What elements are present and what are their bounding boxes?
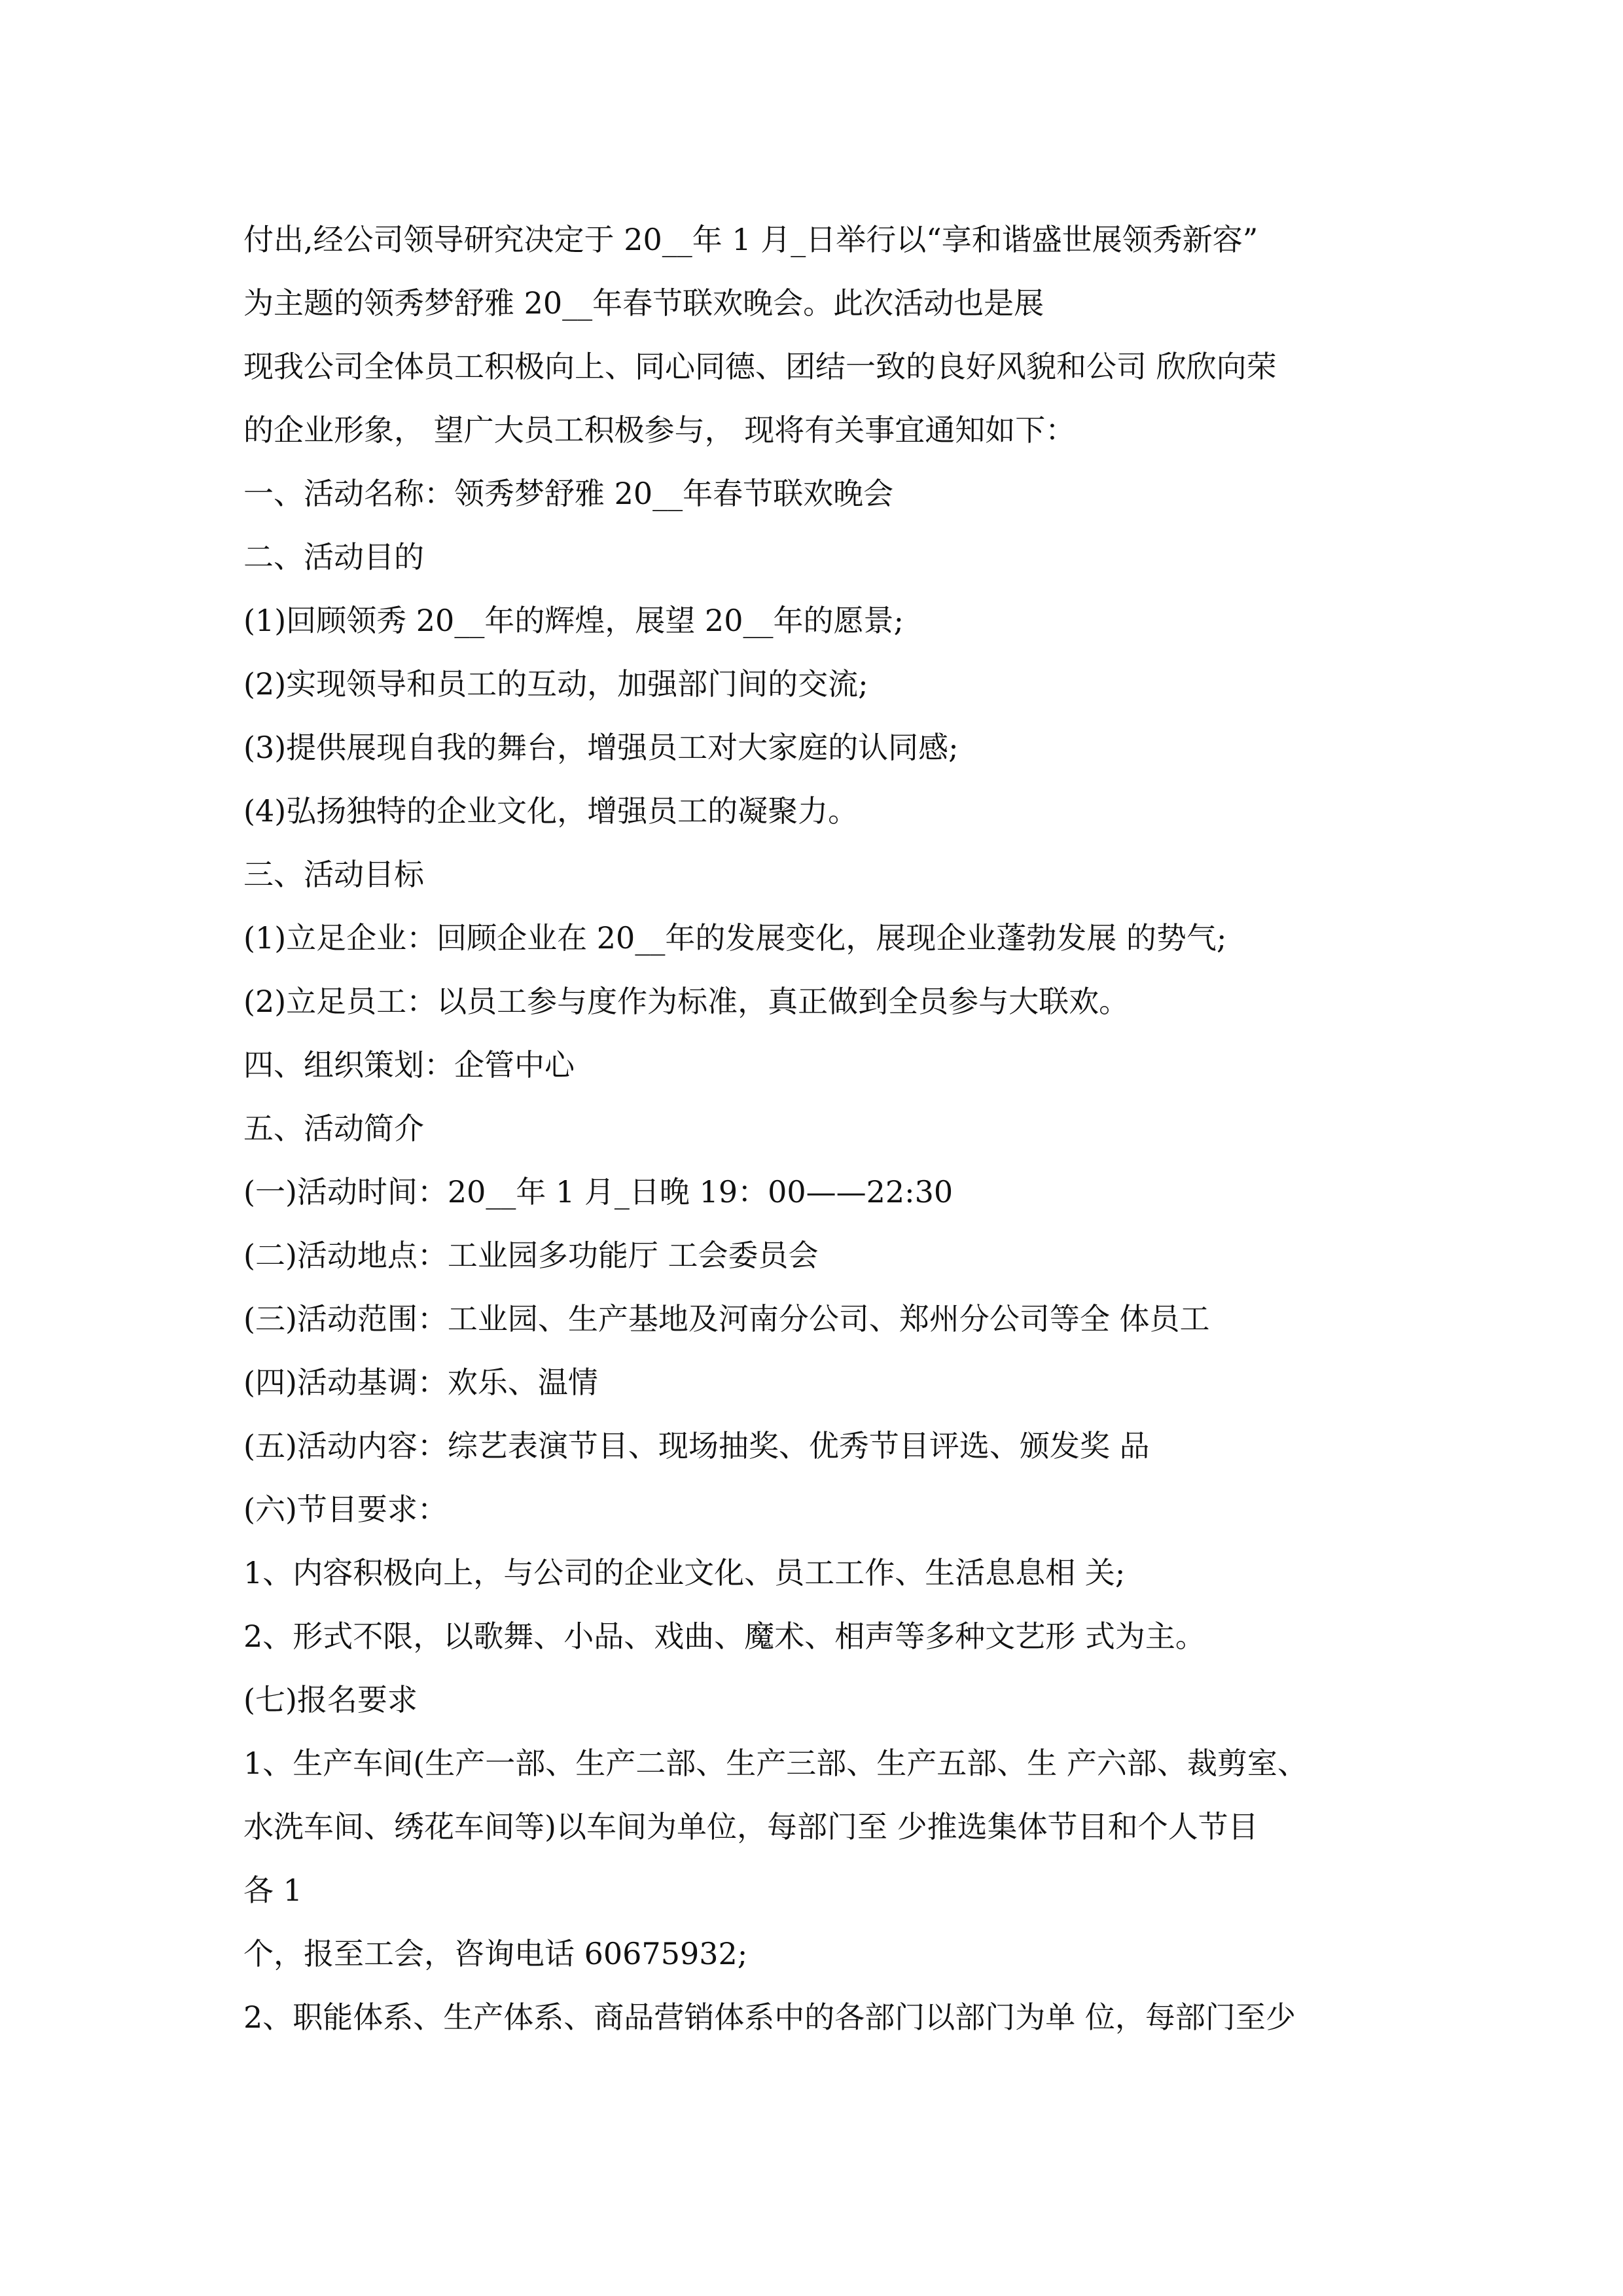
overview-item-scope: (三)活动范围：工业园、生产基地及河南分公司、郑州分公司等全 体员工 bbox=[243, 1301, 1210, 1336]
purpose-item-2: (2)实现领导和员工的互动，加强部门间的交流; bbox=[243, 666, 868, 702]
document-body bbox=[243, 208, 1421, 2049]
registration-item-2: 2、职能体系、生产体系、商品营销体系中的各部门以部门为单 位，每部门至少 bbox=[243, 2000, 1296, 2035]
purpose-item-3: (3)提供展现自我的舞台，增强员工对大家庭的认同感; bbox=[243, 730, 959, 765]
overview-item-location: (二)活动地点：工业园多功能厅 工会委员会 bbox=[243, 1238, 819, 1273]
goal-item-1: (1)立足企业：回顾企业在 20__年的发展变化，展现企业蓬勃发展 的势气; bbox=[243, 920, 1227, 956]
section-heading-activity-goals: 三、活动目标 bbox=[243, 857, 424, 892]
overview-item-content: (五)活动内容：综艺表演节目、现场抽奖、优秀节目评选、颁发奖 品 bbox=[243, 1428, 1150, 1463]
program-requirement-2: 2、形式不限，以歌舞、小品、戏曲、魔术、相声等多种文艺形 式为主。 bbox=[243, 1619, 1205, 1654]
overview-item-program-requirements: (六)节目要求： bbox=[243, 1492, 448, 1527]
section-heading-activity-purpose: 二、活动目的 bbox=[243, 539, 424, 575]
section-heading-activity-overview: 五、活动简介 bbox=[243, 1111, 424, 1146]
section-heading-organizer: 四、组织策划：企管中心 bbox=[243, 1047, 575, 1083]
registration-item-1: 1、生产车间(生产一部、生产二部、生产三部、生产五部、生 产六部、裁剪室、 bbox=[243, 1746, 1308, 1781]
purpose-item-1: (1)回顾领秀 20__年的辉煌，展望 20__年的愿景; bbox=[243, 603, 904, 638]
program-requirement-1: 1、内容积极向上，与公司的企业文化、员工工作、生活息息相 关; bbox=[243, 1555, 1126, 1590]
overview-item-tone: (四)活动基调：欢乐、温情 bbox=[243, 1365, 598, 1400]
body-paragraph-line: 付出,经公司领导研究决定于 20__年 1 月_日举行以“享和谐盛世展领秀新容” bbox=[243, 222, 1258, 257]
goal-item-2: (2)立足员工：以员工参与度作为标准，真正做到全员参与大联欢。 bbox=[243, 984, 1130, 1019]
registration-item-1-cont: 水洗车间、绣花车间等)以车间为单位，每部门至 少推选集体节目和个人节目 bbox=[243, 1809, 1258, 1844]
overview-item-registration: (七)报名要求 bbox=[243, 1682, 418, 1717]
purpose-item-4: (4)弘扬独特的企业文化，增强员工的凝聚力。 bbox=[243, 793, 859, 829]
body-paragraph-line: 现我公司全体员工积极向上、同心同德、团结一致的良好风貌和公司 欣欣向荣 bbox=[243, 349, 1277, 384]
section-heading-activity-name: 一、活动名称：领秀梦舒雅 20__年春节联欢晚会 bbox=[243, 476, 894, 511]
body-paragraph-line: 的企业形象， 望广大员工积极参与， 现将有关事宜通知如下： bbox=[243, 412, 1076, 448]
registration-item-1-cont: 各 1 bbox=[243, 1873, 302, 1908]
overview-item-time: (一)活动时间：20__年 1 月_日晚 19：00——22:30 bbox=[243, 1174, 954, 1210]
registration-item-1-contact: 个，报至工会，咨询电话 60675932; bbox=[243, 1936, 748, 1971]
body-paragraph-line: 为主题的领秀梦舒雅 20__年春节联欢晚会。此次活动也是展 bbox=[243, 285, 1044, 321]
